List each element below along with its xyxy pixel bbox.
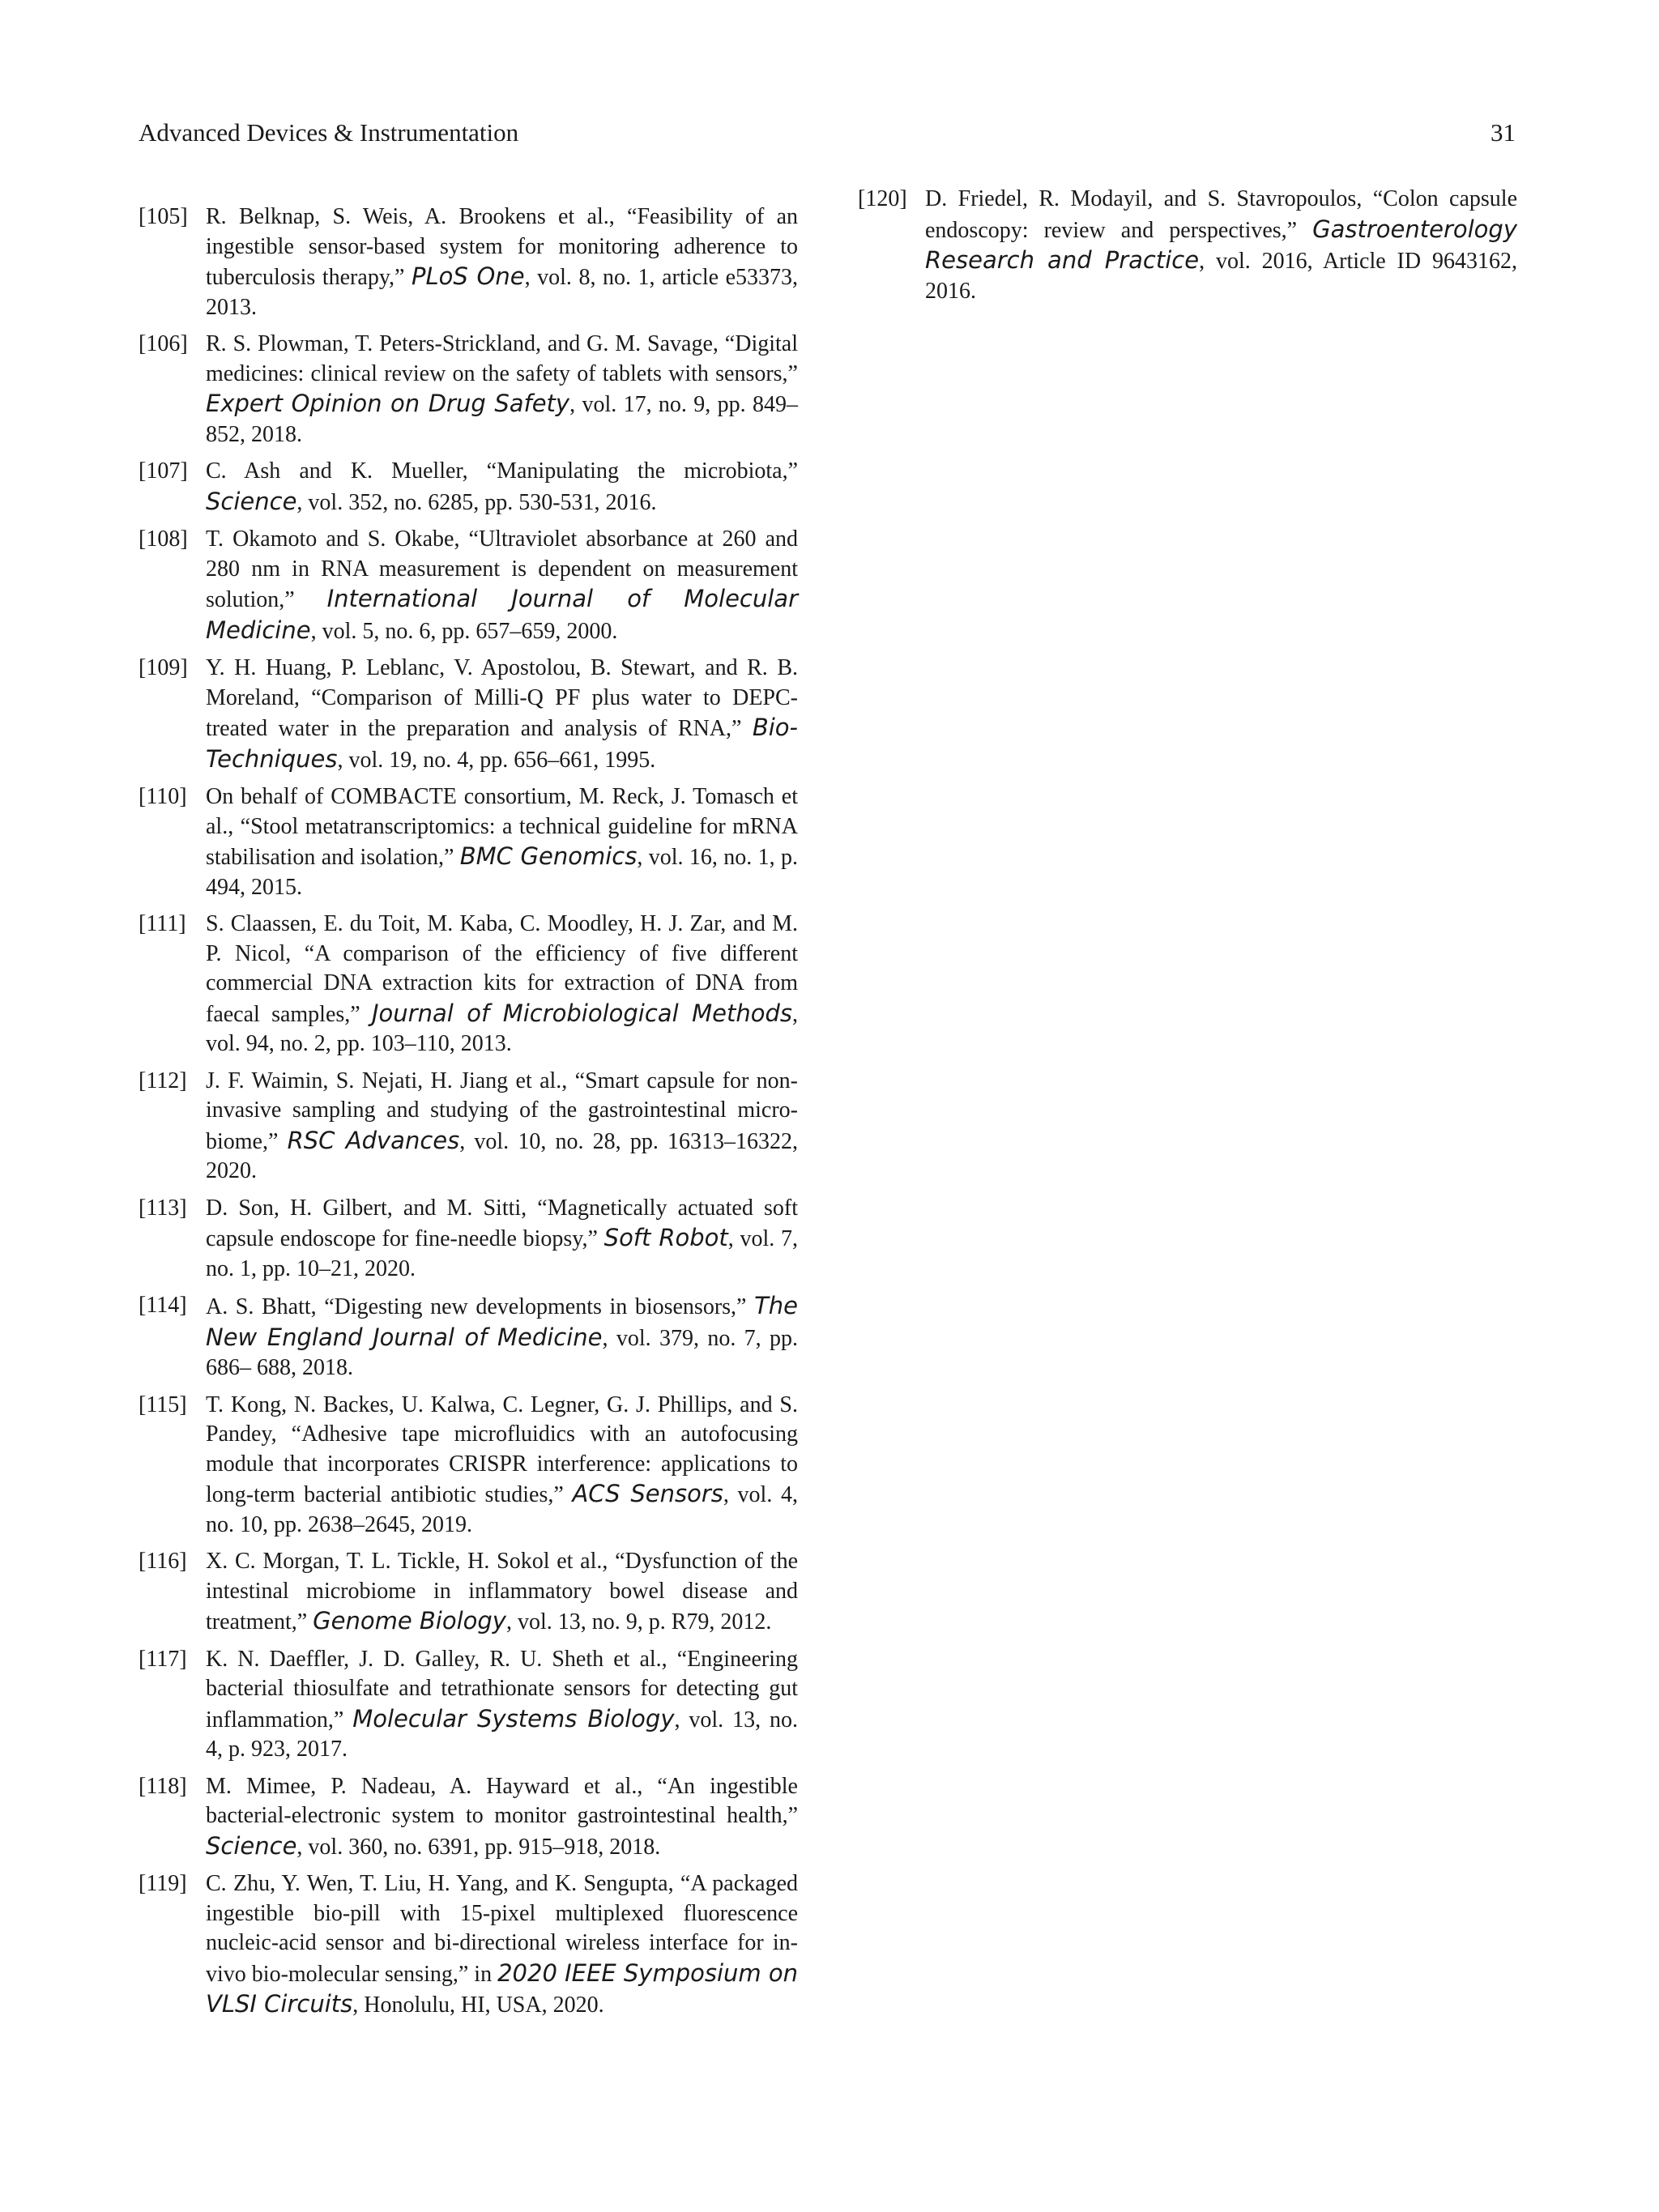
reference-number: [112] [139, 1068, 187, 1093]
reference-details: , vol. 10, no. 28, pp. 16313–16322, 2020. [206, 1128, 798, 1183]
reference-105 [139, 202, 798, 322]
reference-111 [139, 910, 798, 1059]
reference-number: [108] [139, 526, 188, 552]
reference-text: Y. H. Huang, P. Leblanc, V. Apostolou, B. Stewart, and R. B. Moreland, “Comparison of Milli-Q PF plus water to DEPC- treated water in the preparation and analysis of RNA,” [206, 655, 798, 741]
reference-number: [119] [139, 1871, 187, 1896]
journal-name: BMC Genomics [459, 842, 638, 870]
reference-114 [139, 1291, 798, 1383]
journal-name: Science [206, 487, 297, 515]
journal-name: RSC Advances [287, 1126, 460, 1154]
journal-name: International Journal of Molecular Medicine [206, 585, 798, 644]
reference-details: , vol. 8, no. 1, article e53373, 2013. [206, 265, 798, 320]
reference-107 [139, 457, 798, 518]
reference-number: [111] [139, 911, 186, 936]
reference-number: [107] [139, 458, 188, 484]
journal-name: ACS Sensors [572, 1480, 723, 1507]
journal-name: Bio- Techniques [206, 714, 798, 773]
journal-name: Journal of Microbiological Methods [371, 999, 792, 1027]
running-header [139, 118, 1516, 151]
journal-name: Genome Biology [313, 1607, 506, 1634]
reference-118 [139, 1772, 798, 1863]
reference-number: [113] [139, 1195, 187, 1221]
reference-text: T. Kong, N. Backes, U. Kalwa, C. Legner, G. J. Phillips, and S. Pandey, “Adhesive tape microfluidics with an autofocusing module that incorporates CRISPR interference: applications to long-term bacterial antibiotic studies,” [206, 1392, 798, 1507]
reference-details: , vol. 352, no. 6285, pp. 530-531, 2016. [296, 489, 657, 515]
reference-details: , vol. 5, no. 6, pp. 657–659, 2000. [310, 618, 618, 644]
reference-details: , vol. 2016, Article ID 9643162, 2016. [925, 249, 1517, 304]
reference-number: [106] [139, 331, 188, 356]
journal-name: Gastroenterology Research and Practice [925, 215, 1517, 274]
reference-number: [109] [139, 655, 188, 680]
journal-title: Advanced Devices & Instrumentation [139, 118, 519, 147]
reference-109 [139, 654, 798, 775]
reference-108 [139, 525, 798, 646]
reference-117 [139, 1645, 798, 1765]
reference-text: A. S. Bhatt, “Digesting new developments in biosensors,” [206, 1294, 755, 1319]
journal-name: Molecular Systems Biology [352, 1704, 675, 1733]
reference-120 [858, 185, 1517, 306]
journal-name: Soft Robot [603, 1224, 728, 1251]
reference-text: X. C. Morgan, T. L. Tickle, H. Sokol et al., “Dysfunction of the intestinal microbiome in inflammatory bowel disease and treatment,” [206, 1549, 798, 1634]
reference-106 [139, 330, 798, 450]
reference-number: [117] [139, 1646, 187, 1672]
reference-number: [105] [139, 204, 188, 229]
reference-number: [115] [139, 1392, 187, 1417]
reference-text: M. Mimee, P. Nadeau, A. Hayward et al., “An ingestible bacterial-electronic system to monitor gastrointestinal health,” [206, 1773, 798, 1828]
reference-text: R. Belknap, S. Weis, A. Brookens et al., “Feasibility of an ingestible sensor-based system for monitoring adherence to tuberculosis therapy,” [206, 204, 798, 290]
reference-number: [110] [139, 784, 187, 809]
reference-110 [139, 782, 798, 902]
reference-112 [139, 1067, 798, 1187]
reference-text: T. Okamoto and S. Okabe, “Ultraviolet absorbance at 260 and 280 nm in RNA measurement is dependent on measurement solution,” [206, 526, 798, 612]
reference-number: [118] [139, 1773, 187, 1799]
reference-text: D. Son, H. Gilbert, and M. Sitti, “Magnetically actuated soft capsule endoscope for fine-needle biopsy,” [206, 1195, 798, 1251]
reference-details: , vol. 16, no. 1, p. 494, 2015. [206, 845, 798, 900]
references-right-column [858, 185, 1517, 313]
reference-details: , Honolulu, HI, USA, 2020. [352, 1993, 604, 2018]
reference-details: , vol. 360, no. 6391, pp. 915–918, 2018. [296, 1834, 661, 1860]
reference-text: C. Ash and K. Mueller, “Manipulating the microbiota,” [206, 458, 798, 484]
reference-details: , vol. 4, no. 10, pp. 2638–2645, 2019. [206, 1482, 798, 1537]
reference-text: J. F. Waimin, S. Nejati, H. Jiang et al., “Smart capsule for non- invasive sampling and studying of the gastrointestinal micro- biome,” [206, 1068, 798, 1154]
reference-text: R. S. Plowman, T. Peters-Strickland, and G. M. Savage, “Digital medicines: clinical review on the safety of tablets with sensors,” [206, 331, 798, 386]
journal-name: Science [206, 1831, 297, 1860]
reference-text: S. Claassen, E. du Toit, M. Kaba, C. Moodley, H. J. Zar, and M. P. Nicol, “A comparison of the efficiency of five different commercial DNA extraction kits for extraction of DNA from faecal samples,” [206, 911, 798, 1027]
page-number: 31 [1491, 118, 1516, 147]
reference-details: , vol. 13, no. 9, p. R79, 2012. [505, 1609, 772, 1634]
journal-name: 2020 IEEE Symposium on VLSI Circuits [206, 1958, 798, 2018]
reference-number: [120] [858, 186, 907, 211]
journal-name: PLoS One [411, 262, 525, 290]
reference-text: K. N. Daeffler, J. D. Galley, R. U. Sheth et al., “Engineering bacterial thiosulfate and tetrathionate sensors for detecting gut inflammation,” [206, 1646, 798, 1733]
journal-name: The New England Journal of Medicine [206, 1292, 798, 1351]
reference-details: , vol. 19, no. 4, pp. 656–661, 1995. [337, 747, 656, 773]
reference-113 [139, 1194, 798, 1285]
reference-details: , vol. 94, no. 2, pp. 103–110, 2013. [206, 1001, 798, 1056]
reference-115 [139, 1391, 798, 1541]
reference-text: D. Friedel, R. Modayil, and S. Stavropoulos, “Colon capsule endoscopy: review and perspectives,” [925, 186, 1517, 243]
reference-text: C. Zhu, Y. Wen, T. Liu, H. Yang, and K. Sengupta, “A packaged ingestible bio-pill with 15-pixel multiplexed fluorescence nucleic-acid sensor and bi-directional wireless interface for in-vivo bio-molecular sensing,” in [206, 1871, 798, 1987]
reference-119 [139, 1869, 798, 2021]
journal-name: Expert Opinion on Drug Safety [206, 390, 570, 417]
reference-number: [116] [139, 1549, 187, 1574]
reference-details: , vol. 7, no. 1, pp. 10–21, 2020. [206, 1226, 798, 1281]
reference-details: , vol. 17, no. 9, pp. 849–852, 2018. [206, 392, 798, 447]
references-left-column [139, 202, 798, 2028]
reference-text: On behalf of COMBACTE consortium, M. Reck, J. Tomasch et al., “Stool metatranscriptomics: a technical guideline for mRNA stabilisation and isolation,” [206, 784, 798, 870]
reference-number: [114] [139, 1293, 187, 1318]
reference-details: , vol. 13, no. 4, p. 923, 2017. [206, 1707, 798, 1762]
reference-116 [139, 1547, 798, 1638]
reference-details: , vol. 379, no. 7, pp. 686– 688, 2018. [206, 1325, 799, 1380]
